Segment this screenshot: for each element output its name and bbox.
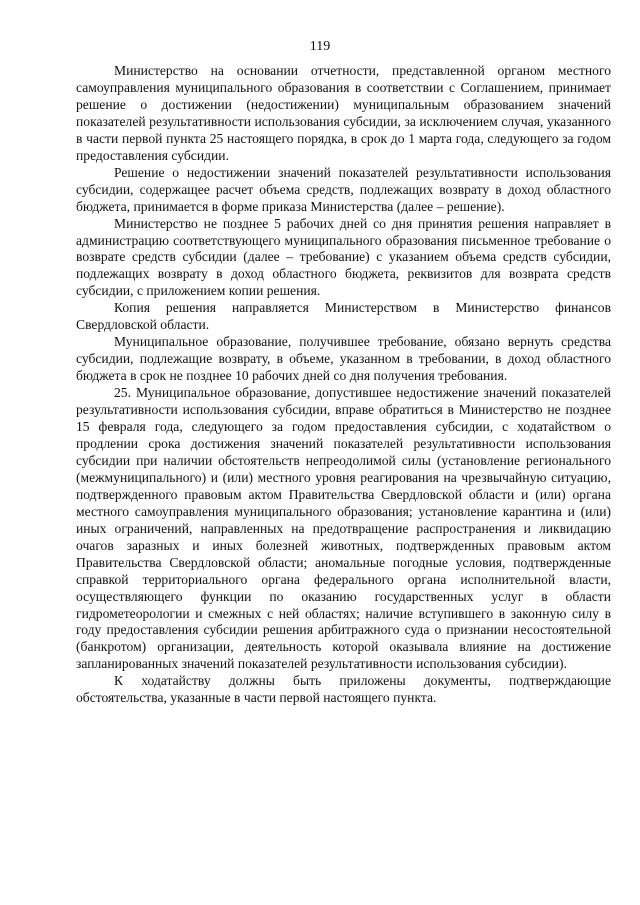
paragraph-supporting-documents: К ходатайству должны быть приложены документы, подтверждающие обстоятельства, указанные в части первой настоящего пункта. (76, 673, 611, 706)
paragraph-decision-on-non-achievement: Решение о недостижении значений показателей результативности использования субсидии, содержащее расчет объема средств, подлежащих возврату в доход областного бюджета, принимается в форме приказа Министерства (далее – решение). (76, 164, 611, 214)
paragraph-refund-requirement: Министерство не позднее 5 рабочих дней со дня принятия решения направляет в администрацию соответствующего муниципального образования письменное требование о возврате средств субсидии (далее – требование) с указанием объема средств субсидии, подлежащих возврату в доход областного бюджета, реквизитов для возврата средств субсидии, с приложением копии решения. (76, 215, 611, 299)
paragraph-decision-on-achievement: Министерство на основании отчетности, представленной органом местного самоуправления муниципального образования в соответствии с Соглашением, принимает решение о достижении (недостижении) муниципальным образованием значений показателей результативности использования субсидии, за исключением случая, указанного в части первой пункта 25 настоящего порядка, в срок до 1 марта года, следующего за годом предоставления субсидии. (76, 63, 611, 163)
paragraph-item-25: 25. Муниципальное образование, допустившее недостижение значений показателей результативности использования субсидии, вправе обратиться в Министерство не позднее 15 февраля года, следующего за годом предоставления субсидии, с ходатайством о продлении срока достижения значений показателей результативности использования субсидии при наличии обстоятельств непреодолимой силы (установление регионального (межмуниципального) и (или) местного уровня реагирования на чрезвычайную ситуацию, подтвержденного правовым актом Правительства Свердловской области и (или) органа местного самоуправления муниципального образования; установление карантина и (или) иных ограничений, направленных на предотвращение распространения и ликвидацию очагов заразных и иных болезней животных, подтвержденных правовым актом Правительства Свердловской области; аномальные погодные условия, подтвержденные справкой территориального органа федерального органа исполнительной власти, осуществляющего функции по оказанию государственных услуг в области гидрометеорологии и смежных с ней областях; наличие вступившего в законную силу в году предоставления субсидии решения арбитражного суда о признании несостоятельной (банкротом) организации, деятельность которой оказывала влияние на достижение запланированных значений показателей результативности использования субсидии). (76, 385, 611, 672)
paragraph-decision-copy: Копия решения направляется Министерством в Министерство финансов Свердловской области. (76, 300, 611, 333)
page-number: 119 (309, 39, 331, 54)
paragraph-refund-obligation: Муниципальное образование, получившее требование, обязано вернуть средства субсидии, подлежащие возврату, в объеме, указанном в требовании, в доход областного бюджета в срок не позднее 10 рабочих дней со дня получения требования. (76, 334, 611, 384)
document-body (76, 63, 611, 707)
